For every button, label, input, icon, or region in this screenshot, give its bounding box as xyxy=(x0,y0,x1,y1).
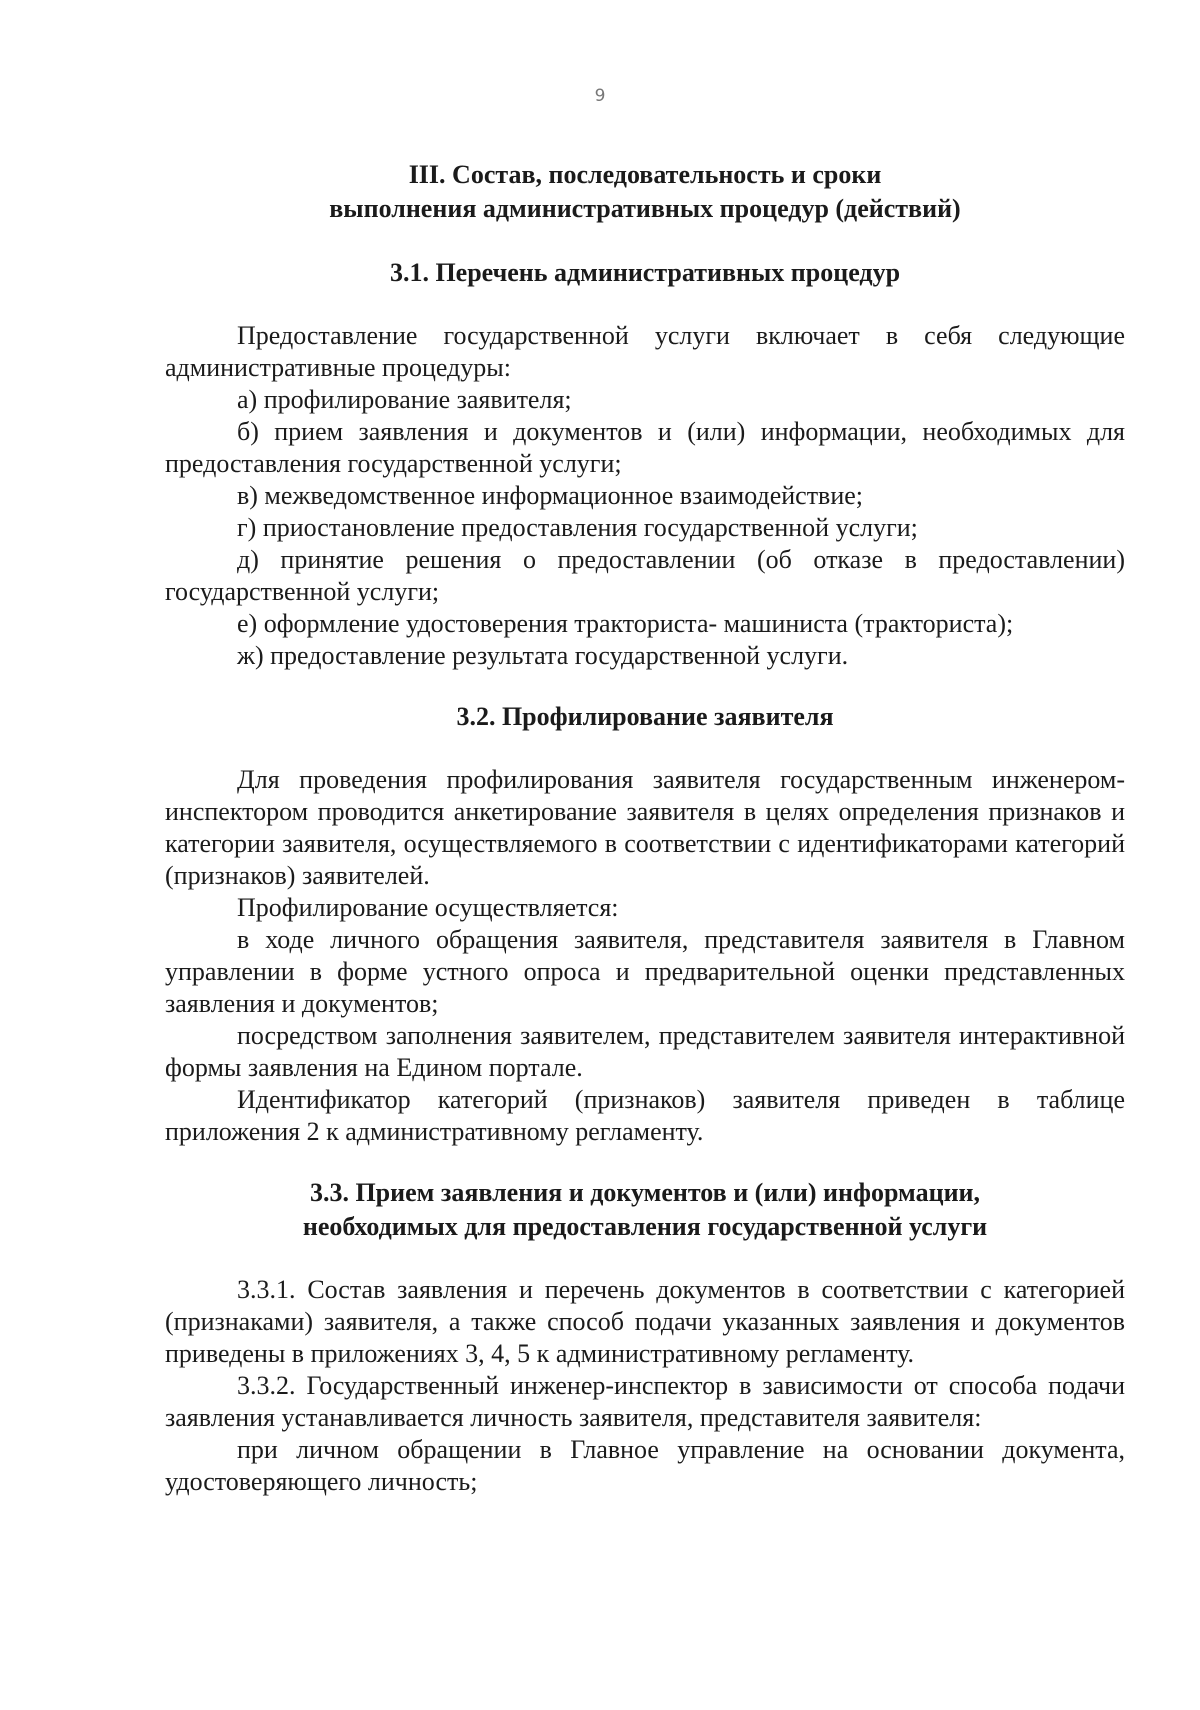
section-3-1-title: 3.1. Перечень административных процедур xyxy=(389,258,901,287)
paragraph: 3.3.1. Состав заявления и перечень документов в соответствии с категорией (признаками) заявителя, а также способ подачи указанных заявления и документов приведены в приложениях 3, 4, 5 к административному регламенту. xyxy=(165,1275,1125,1368)
chapter-heading-line-1: III. Состав, последовательность и сроки xyxy=(408,160,882,189)
paragraph: Предоставление государственной услуги включает в себя следующие административные процедуры: xyxy=(165,321,1125,382)
paragraph: при личном обращении в Главное управление на основании документа, удостоверяющего личность; xyxy=(165,1435,1125,1496)
section-3-2-title: 3.2. Профилирование заявителя xyxy=(456,702,834,731)
list-item: а) профилирование заявителя; xyxy=(237,385,572,414)
paragraph: Для проведения профилирования заявителя государственным инженером-инспектором проводится анкетирование заявителя в целях определения признаков и категории заявителя, осуществляемого в соответствии с идентификаторами категорий (признаков) заявителей. xyxy=(165,765,1125,890)
section-3-3-title-line-2: необходимых для предоставления государственной услуги xyxy=(302,1212,988,1241)
paragraph: посредством заполнения заявителем, представителем заявителя интерактивной формы заявления на Едином портале. xyxy=(165,1021,1125,1082)
paragraph: Профилирование осуществляется: xyxy=(237,893,619,922)
page-number: 9 xyxy=(594,86,606,106)
paragraph: в ходе личного обращения заявителя, представителя заявителя в Главном управлении в форме устного опроса и предварительной оценки представленных заявления и документов; xyxy=(165,925,1125,1018)
list-item: д) принятие решения о предоставлении (об отказе в предоставлении) государственной услуги; xyxy=(165,545,1125,606)
section-3-3-title xyxy=(165,1176,1125,1244)
list-item: в) межведомственное информационное взаимодействие; xyxy=(237,481,864,510)
list-item: ж) предоставление результата государственной услуги. xyxy=(237,641,849,670)
list-item: е) оформление удостоверения тракториста- машиниста (тракториста); xyxy=(237,609,1014,638)
document-body xyxy=(165,158,1125,1498)
paragraph: Идентификатор категорий (признаков) заявителя приведен в таблице приложения 2 к административному регламенту. xyxy=(165,1085,1125,1146)
list-item: б) прием заявления и документов и (или) информации, необходимых для предоставления государственной услуги; xyxy=(165,417,1125,478)
section-3-3-title-line-1: 3.3. Прием заявления и документов и (или) информации, xyxy=(309,1178,981,1207)
chapter-heading xyxy=(165,158,1125,226)
chapter-heading-line-2: выполнения административных процедур (действий) xyxy=(329,194,961,223)
list-item: г) приостановление предоставления государственной услуги; xyxy=(237,513,918,542)
paragraph: 3.3.2. Государственный инженер-инспектор в зависимости от способа подачи заявления устанавливается личность заявителя, представителя заявителя: xyxy=(165,1371,1125,1432)
